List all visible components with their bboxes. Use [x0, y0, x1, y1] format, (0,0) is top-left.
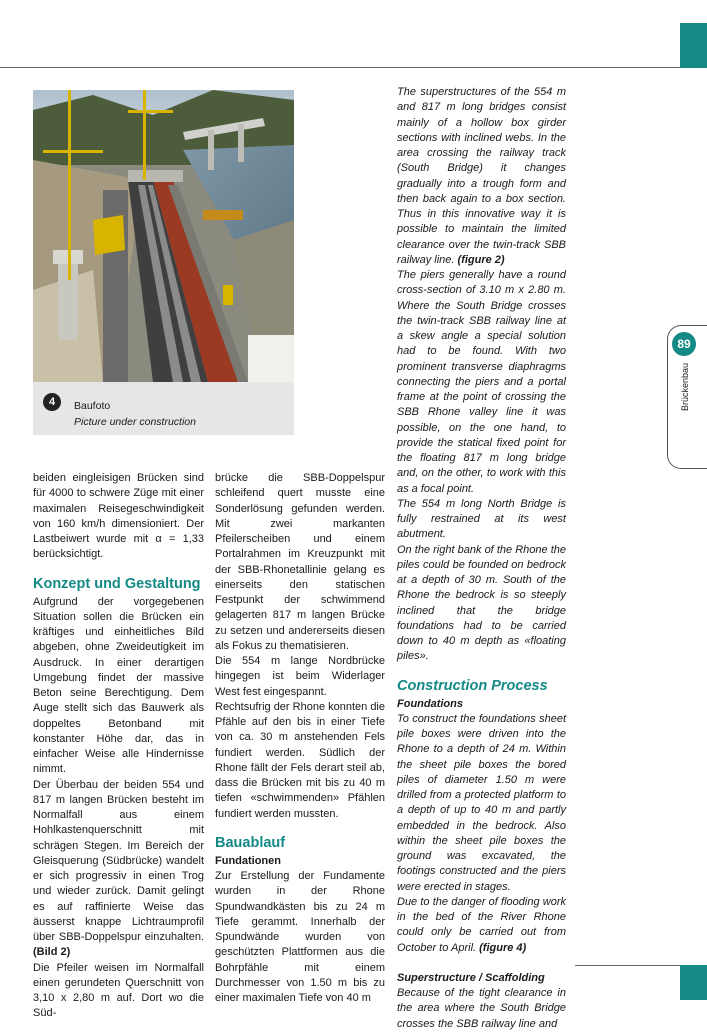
paragraph: Die Pfeiler weisen im Normalfall einen gerundeten Querschnitt von 3,10 x 2,80 m auf. Dort wo die Süd-	[33, 961, 204, 1020]
header-rule	[0, 67, 680, 68]
paragraph	[33, 778, 204, 961]
paragraph	[397, 85, 566, 268]
paragraph: Die 554 m lange Nordbrücke hingegen ist beim Widerlager West fest eingespannt.	[215, 655, 385, 698]
subheading-foundations: Foundations	[397, 697, 463, 710]
figure-reference: (figure 2)	[457, 253, 505, 266]
subheading-fundationen: Fundationen	[215, 854, 281, 867]
paragraph: Zur Erstellung der Fundamente wurden in der Rhone Spundwandkästen bis zu 24 m Tiefe gerammt. Innerhalb der Spundwände wurden von geschützten Plattformen aus die Bohrpfähle mit einem Durchmesser von 1.50 m bis zu einer maximalen Tiefe von 40 m	[215, 870, 385, 1004]
column-3	[397, 85, 566, 1032]
paragraph: brücke die SBB-Doppelspur schleifend quert musste eine Sonderlösung gefunden werden. Mit zwei markanten Pfeilerscheiben und einem Portalrahmen im Kreuzpunkt mit der SBB-Rhonetallinie gelang es einerseits den statischen Festpunkt der schwimmend gelagerten 817 m langen Brücke zu setzen und andererseits diesen als Fokus zu thematisieren.	[215, 472, 385, 652]
paragraph-text: The superstructures of the 554 m and 817 m long bridges consist mainly of a hollow box girder sections with inclined webs. In the area crossing the railway track (South Bridge) it changes gradually into a trough form and then back again to a box section. Thus in this innovative way it is possible to maintain the limited clearance over the twin-track SBB railway line.	[397, 86, 566, 266]
figure-number-badge: 4	[43, 393, 61, 411]
paragraph: Rechtsufrig der Rhone konnten die Pfähle auf den bis in einer Tiefe von ca. 30 m anstehenden Fels fundiert werden. Südlich der Rhone fällt der Fels derart steil ab, dass die Brücken mit bis zu 40 m tiefen «schwimmenden» Pfählen fundiert werden mussten.	[215, 700, 385, 820]
construction-photo-svg	[33, 90, 294, 382]
column-2	[215, 471, 385, 1006]
page-number: 89	[672, 332, 696, 356]
column-1	[33, 471, 204, 1022]
footer-rule	[575, 965, 680, 966]
color-tab-top	[680, 23, 707, 68]
subheading-superstructure: Superstructure / Scaffolding	[397, 971, 545, 984]
paragraph: Aufgrund der vorgegebenen Situation sollen die Brücken ein kräftiges und einheitliches Bild abgeben, ohne Zweideutigkeit im Ausdruck. In einer derartigen Umgebung findet der massive Beton seine Berechtigung. Dem Auge stellt sich das Bauwerk als doppeltes Betonband mit konstanter Höhe dar, das in einfacher Weise alle Hindernisse nimmt.	[33, 595, 204, 776]
paragraph: To construct the foundations sheet pile boxes were driven into the Rhone to a depth of 24 m. Within the sheet pile boxes the bored piles of diameter 1.50 m were drilled from a protected platform to a depth of up to 40 m and partly embedded in the bedrock. Also within the sheet pile boxes the ground was excavated, the footings constructed and the piers were erected in stages.	[397, 712, 566, 893]
paragraph: Because of the tight clearance in the area where the South Bridge crosses the SBB railway line and	[397, 987, 566, 1030]
heading-construction-process: Construction Process	[397, 677, 548, 694]
paragraph	[397, 895, 566, 956]
paragraph: The piers generally have a round cross-section of 3.10 m x 2.80 m. Where the South Bridge crosses the twin-track SBB railway line at a skew angle a special solution had to be found. With two prominent transverse diaphragms connecting the piers and a portal frame at the point of crossing the SBB Rhone valley line it was possible, on the one hand, to provide the statical fixed point for the floating 817 m long bridge and, on the other, to work with this as a focal point.	[397, 269, 566, 495]
paragraph-text: Der Überbau der beiden 554 und 817 m langen Brücken besteht im Normalfall aus einem Hohlkastenquerschnitt mit schrägen Stegen. Im Bereich der Gleisquerung (Südbrücke) wandelt er sich progressiv in einen Trog und wieder zurück. Damit gelingt es auf raffinierte Weise das äusserst knappe Lichtraumprofil über SBB-Doppelspur einzuhalten.	[33, 778, 204, 943]
heading-bauablauf: Bauablauf	[215, 834, 286, 851]
paragraph: On the right bank of the Rhone the piles could be founded on bedrock at a depth of 30 m. South of the Rhone the bedrock is so steeply inclined that the bridge foundations had to be carried down to 40 m depth as «floating piles».	[397, 543, 566, 663]
figure-reference: (figure 4)	[479, 941, 527, 954]
heading-konzept: Konzept und Gestaltung	[33, 575, 201, 592]
figure-4	[33, 90, 294, 435]
paragraph-text: Due to the danger of flooding work in the bed of the River Rhone could only be carried out from October to April.	[397, 895, 566, 954]
color-tab-bottom	[680, 965, 707, 1000]
figure-caption-en: Picture under construction	[74, 416, 196, 428]
figure-caption-de: Baufoto	[74, 400, 111, 412]
section-label: Brückenbau	[680, 362, 690, 412]
construction-photo	[33, 90, 294, 382]
paragraph: The 554 m long North Bridge is fully restrained at its west abutment.	[397, 497, 566, 541]
figure-reference: (Bild 2)	[33, 946, 71, 959]
paragraph: beiden eingleisigen Brücken sind für 4000 to schwere Züge mit einer maximalen Reisegeschwindigkeit von 160 km/h dimensioniert. Der Lastbeiwert wurde mit α = 1,33 berücksichtigt.	[33, 472, 204, 561]
